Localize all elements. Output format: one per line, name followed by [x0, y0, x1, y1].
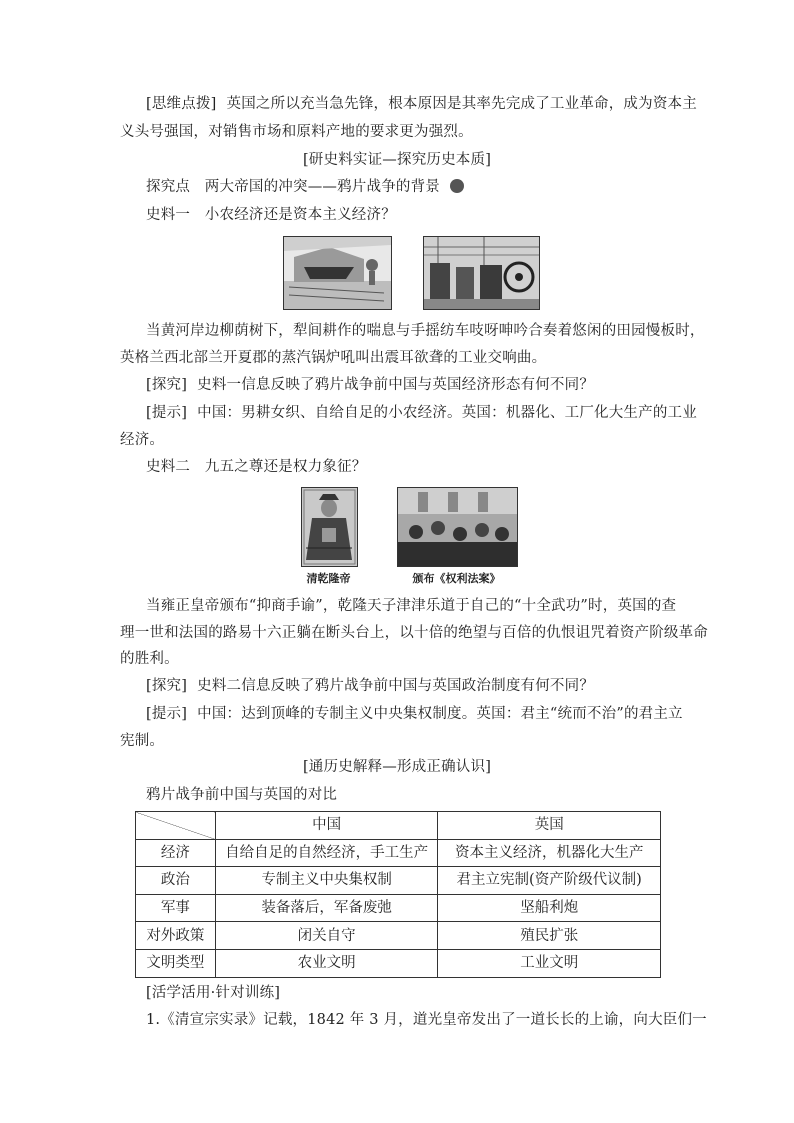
source2-inquiry	[146, 676, 594, 696]
english-factory-image	[423, 236, 540, 310]
table-cell: 农业文明	[215, 949, 438, 977]
question-1-text: 1.《清宣宗实录》记载，1842 年 3 月，道光皇帝发出了一道长长的上谕，向大臣们一	[146, 1012, 707, 1028]
hint-label: [提示]	[146, 706, 188, 722]
table-row	[136, 867, 661, 895]
table-cell: 自给自足的自然经济，手工生产	[215, 839, 438, 867]
chinese-farming-image	[283, 236, 392, 310]
table-cell: 装备落后，军备废弛	[215, 894, 438, 922]
table-header-corner	[136, 812, 216, 840]
table-cell: 对外政策	[136, 922, 216, 950]
hint-text: 中国：达到顶峰的专制主义中央集权制度。英国：君主“统而不治”的君主立	[197, 706, 683, 722]
source2-hint	[146, 704, 683, 724]
source2-text-line2: 理一世和法国的路易十六正躺在断头台上，以十倍的绝望与百倍的仇恨诅咒着资产阶级革命	[120, 625, 708, 641]
section-title-research: [研史料实证—探究历史本质]	[302, 152, 492, 168]
table-cell: 殖民扩张	[438, 922, 661, 950]
table-cell: 政治	[136, 867, 216, 895]
table-cell: 军事	[136, 894, 216, 922]
hint-text: 中国：男耕女织、自给自足的小农经济。英国：机器化、工厂化大生产的工业	[197, 405, 697, 421]
caption-qianlong: 清乾隆帝	[306, 572, 351, 585]
inquiry-text: 史料一信息反映了鸦片战争前中国与英国经济形态有何不同？	[197, 377, 595, 393]
source2-text-line3: 的胜利。	[120, 651, 179, 667]
source2-title: 史料二 九五之尊还是权力象征？	[146, 459, 367, 475]
practice-title: [活学活用·针对训练]	[146, 985, 281, 1001]
source1-text-line1: 当黄河岸边柳荫树下，犁间耕作的喘息与手摇纺车吱呀呻吟合奏着悠闲的田园慢板时，	[146, 323, 705, 339]
source1-hint	[146, 403, 697, 423]
table-row	[136, 839, 661, 867]
caption-bill-of-rights: 颁布《权利法案》	[412, 572, 501, 585]
table-cell: 闭关自守	[215, 922, 438, 950]
source1-text-line2: 英格兰西北部兰开夏郡的蒸汽锅炉吼叫出震耳欲聋的工业交响曲。	[120, 350, 547, 366]
inquiry-label: [探究]	[146, 678, 188, 694]
table-cell: 坚船利炮	[438, 894, 661, 922]
table-cell: 工业文明	[438, 949, 661, 977]
table-cell: 经济	[136, 839, 216, 867]
table-header-cell: 中国	[215, 812, 438, 840]
hint-label: [提示]	[146, 405, 188, 421]
table-header-row	[136, 812, 661, 840]
source1-inquiry	[146, 375, 594, 395]
source1-title: 史料一 小农经济还是资本主义经济？	[146, 207, 396, 223]
thinking-tip-label: [思维点拨]	[146, 96, 217, 112]
table-cell: 君主立宪制(资产阶级代议制)	[438, 867, 661, 895]
inquiry-label: [探究]	[146, 377, 188, 393]
explore-point-title: 探究点 两大帝国的冲突——鸦片战争的背景	[146, 179, 440, 195]
thinking-tip-line2: 义头号强国，对销售市场和原料产地的要求更为强烈。	[120, 124, 473, 140]
source2-hint-line2: 宪制。	[120, 733, 165, 749]
bullet-dot-icon	[450, 179, 464, 193]
table-caption: 鸦片战争前中国与英国的对比	[146, 787, 338, 803]
table-header-cell: 英国	[438, 812, 661, 840]
table-row	[136, 922, 661, 950]
qianlong-emperor-image	[301, 487, 358, 567]
table-cell: 资本主义经济，机器化大生产	[438, 839, 661, 867]
section-title-interpretation: [通历史解释—形成正确认识]	[302, 759, 492, 775]
explore-point-line	[146, 177, 464, 197]
bill-of-rights-image	[397, 487, 518, 567]
thinking-tip-line1	[146, 94, 697, 114]
source1-hint-line2: 经济。	[120, 432, 165, 448]
table-cell: 文明类型	[136, 949, 216, 977]
table-cell: 专制主义中央集权制	[215, 867, 438, 895]
table-row	[136, 949, 661, 977]
table-row	[136, 894, 661, 922]
thinking-tip-text: 英国之所以充当急先锋，根本原因是其率先完成了工业革命，成为资本主	[226, 96, 697, 112]
source2-text-line1: 当雍正皇帝颁布“抑商手谕”，乾隆天子津津乐道于自己的“十全武功”时，英国的查	[146, 598, 677, 614]
comparison-table	[135, 811, 661, 978]
inquiry-text: 史料二信息反映了鸦片战争前中国与英国政治制度有何不同？	[197, 678, 595, 694]
